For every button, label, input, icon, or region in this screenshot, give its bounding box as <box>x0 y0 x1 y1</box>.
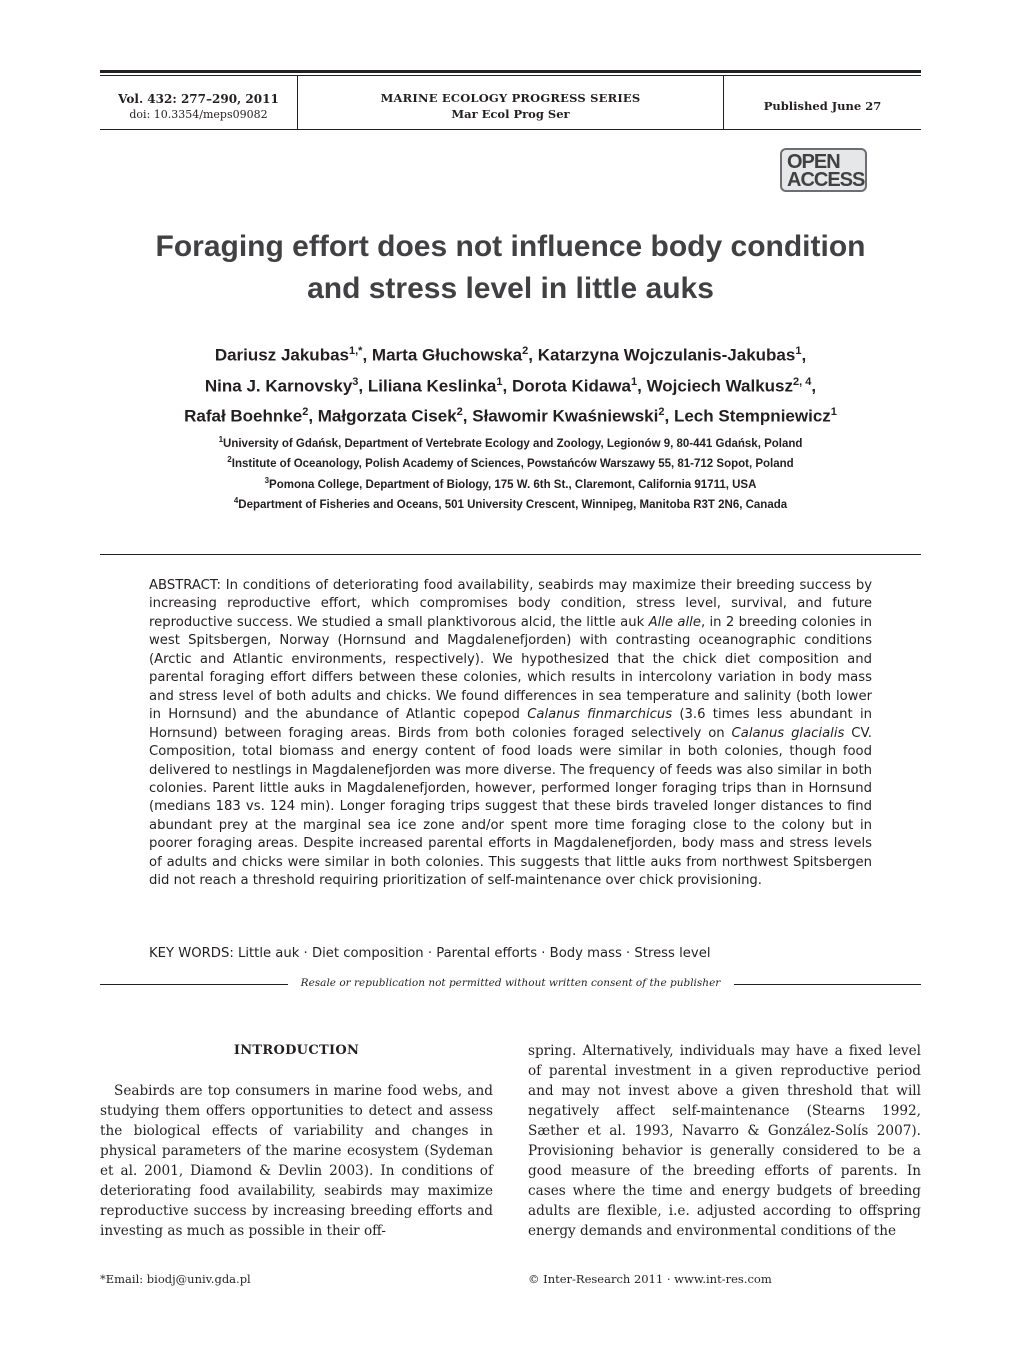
species-name: Calanus glacialis <box>731 725 845 741</box>
author-line <box>100 369 921 400</box>
open-access-line2: ACCESS <box>787 169 865 191</box>
author-separator: , <box>502 376 512 396</box>
introduction-heading: INTRODUCTION <box>233 1043 360 1058</box>
article-title-line2: and stress level in little auks <box>307 272 714 305</box>
author-separator: , <box>362 345 372 365</box>
affiliation <box>100 493 921 513</box>
affiliation-number: 4 <box>233 495 239 505</box>
author-separator: , <box>308 406 318 426</box>
author-separator: , <box>462 406 473 426</box>
abstract-top-rule <box>100 554 921 555</box>
author-affiliation-mark: 2, 4 <box>793 375 812 388</box>
key-words: KEY WORDS: Little auk · Diet composition · Parental efforts · Body mass · Stress level <box>149 946 711 961</box>
journal-series: MARINE ECOLOGY PROGRESS SERIES <box>380 91 641 105</box>
author-affiliation-mark: 2 <box>456 406 463 419</box>
author-affiliation-mark: 3 <box>352 375 359 388</box>
open-access-line1: OPEN <box>787 151 840 173</box>
copyright: © Inter-Research 2011 · www.int-res.com <box>528 1272 772 1286</box>
body-column-right <box>528 1041 921 1241</box>
affiliation-number: 1 <box>218 435 224 444</box>
author-name: Nina J. Karnovsky <box>204 376 353 396</box>
affiliation-number: 2 <box>227 455 232 465</box>
abstract <box>149 577 872 891</box>
author-affiliation-mark: 1,* <box>349 345 363 357</box>
author-separator: , <box>528 345 538 365</box>
resale-text: Resale or republication not permitted without written consent of the publisher <box>297 977 725 989</box>
author-line <box>100 338 921 369</box>
header-top-rule-thin <box>100 75 921 76</box>
author-separator: , <box>358 376 368 396</box>
species-name: Alle alle <box>648 614 701 630</box>
author-affiliation-mark: 1 <box>496 375 503 388</box>
journal-volume: Vol. 432: 277–290, 2011 <box>118 92 279 106</box>
author-affiliation-mark: 2 <box>658 406 665 419</box>
header-bottom-rule <box>100 129 921 130</box>
author-separator: , <box>801 345 807 365</box>
author-affiliation-mark: 1 <box>795 345 802 357</box>
species-name: Calanus finmarchicus <box>527 707 673 723</box>
body-column-left <box>100 1081 493 1241</box>
author-name: Dorota Kidawa <box>511 376 631 396</box>
affiliation-text: University of Gdańsk, Department of Vertebrate Ecology and Zoology, Legionów 9, 80-441 Gdańsk, Poland <box>223 437 803 450</box>
author-name: Katarzyna Wojczulanis-Jakubas <box>537 345 796 365</box>
author-name: Rafał Boehnke <box>184 406 303 426</box>
affiliation-list <box>100 432 921 513</box>
author-line <box>100 399 921 430</box>
author-name: Liliana Keslinka <box>367 376 497 396</box>
abstract-part: ABSTRACT: In conditions of deteriorating food availability, seabirds may maximize their breeding success by increasing reproductive effort, which compromises body condition, stress level, survival, and future reproductive success. We studied a small planktivorous alcid, the little auk <box>149 578 872 630</box>
author-name: Marta Głuchowska <box>371 345 523 365</box>
author-name: Małgorzata Cisek <box>317 406 457 426</box>
author-affiliation-mark: 2 <box>302 406 309 419</box>
author-separator: , <box>664 406 674 426</box>
affiliation <box>100 432 921 452</box>
corresponding-email: *Email: biodj@univ.gda.pl <box>100 1272 251 1286</box>
published-date: Published June 27 <box>763 99 882 113</box>
affiliation-text: Pomona College, Department of Biology, 175 W. 6th St., Claremont, California 91711, USA <box>269 478 757 491</box>
abstract-part: , in 2 breeding colonies in west Spitsbergen, Norway (Hornsund and Magdalenefjorden) with contrasting oceanographic conditions (Arctic and Atlantic environments, respectively). We hypothesized that the chick diet composition and parental foraging effort differs between these colonies, which results in intercolony variation in body mass and stress level of both adults and chicks. We found differences in sea temperature and salinity (both lower in Hornsund) and the abundance of Atlantic copepod <box>149 614 872 723</box>
body-paragraph: spring. Alternatively, individuals may have a fixed level of parental investment in a given reproductive period and may not invest above a given threshold that will negatively affect self-maintenance (Stearns 1992, Sæther et al. 1993, Navarro & González-Solís 2007). Provisioning behavior is generally considered to be a good measure of the breeding efforts of parents. In cases where the time and energy budgets of breeding adults are flexible, i.e. adjusted according to offspring energy demands and environmental conditions of the <box>528 1043 921 1239</box>
author-name: Lech Stempniewicz <box>673 406 831 426</box>
article-title <box>100 226 921 310</box>
body-paragraph: Seabirds are top consumers in marine food webs, and studying them offers opportunities to detect and assess the biological effects of variability and changes in physical parameters of the marine ecosystem (Sydeman et al. 2001, Diamond & Devlin 2003). In conditions of deteriorating food availability, seabirds may maximize reproductive success by increasing breeding efforts and investing as much as possible in their off- <box>100 1083 493 1239</box>
affiliation-number: 3 <box>264 475 270 485</box>
affiliation <box>100 452 921 472</box>
open-access-logo <box>780 148 867 192</box>
journal-abbreviation: Mar Ecol Prog Ser <box>451 107 570 121</box>
abstract-part: CV. Composition, total biomass and energy content of food loads were similar in both colonies, though food delivered to nestlings in Magdalenefjorden was more diverse. The frequency of feeds was also similar in both colonies. Parent little auks in Magdalenefjorden, however, performed longer foraging trips than in Hornsund (medians 183 vs. 124 min). Longer foraging trips suggest that these birds traveled longer distances to find abundant prey at the marginal sea ice zone and/or spent more time foraging close to the colony but in poorer foraging areas. Despite increased parental efforts in Magdalenefjorden, body mass and stress levels of adults and chicks were similar in both colonies. This suggests that little auks from northwest Spitsbergen did not reach a threshold requiring prioritization of self-maintenance over chick provisioning. <box>149 725 872 889</box>
author-affiliation-mark: 2 <box>522 345 529 357</box>
affiliation-text: Institute of Oceanology, Polish Academy of Sciences, Powstańców Warszawy 55, 81-712 Sopot, Poland <box>231 458 794 471</box>
author-name: Sławomir Kwaśniewski <box>472 406 659 426</box>
author-affiliation-mark: 1 <box>630 375 638 388</box>
affiliation-text: Department of Fisheries and Oceans, 501 University Crescent, Winnipeg, Manitoba R3T 2N6, Canada <box>238 498 788 511</box>
author-affiliation-mark: 1 <box>830 406 837 419</box>
resale-notice <box>100 977 921 991</box>
author-separator: , <box>811 376 817 396</box>
header-top-rule <box>100 70 921 73</box>
journal-doi: doi: 10.3354/meps09082 <box>129 108 268 121</box>
author-name: Dariusz Jakubas <box>214 345 349 365</box>
author-list <box>100 338 921 430</box>
author-name: Wojciech Walkusz <box>646 376 793 396</box>
author-separator: , <box>637 376 647 396</box>
abstract-part: (3.6 times less abundant in Hornsund) between foraging areas. Birds from both colonies foraged selectively on <box>149 707 872 741</box>
affiliation <box>100 473 921 493</box>
article-title-line1: Foraging effort does not influence body condition <box>155 230 866 263</box>
